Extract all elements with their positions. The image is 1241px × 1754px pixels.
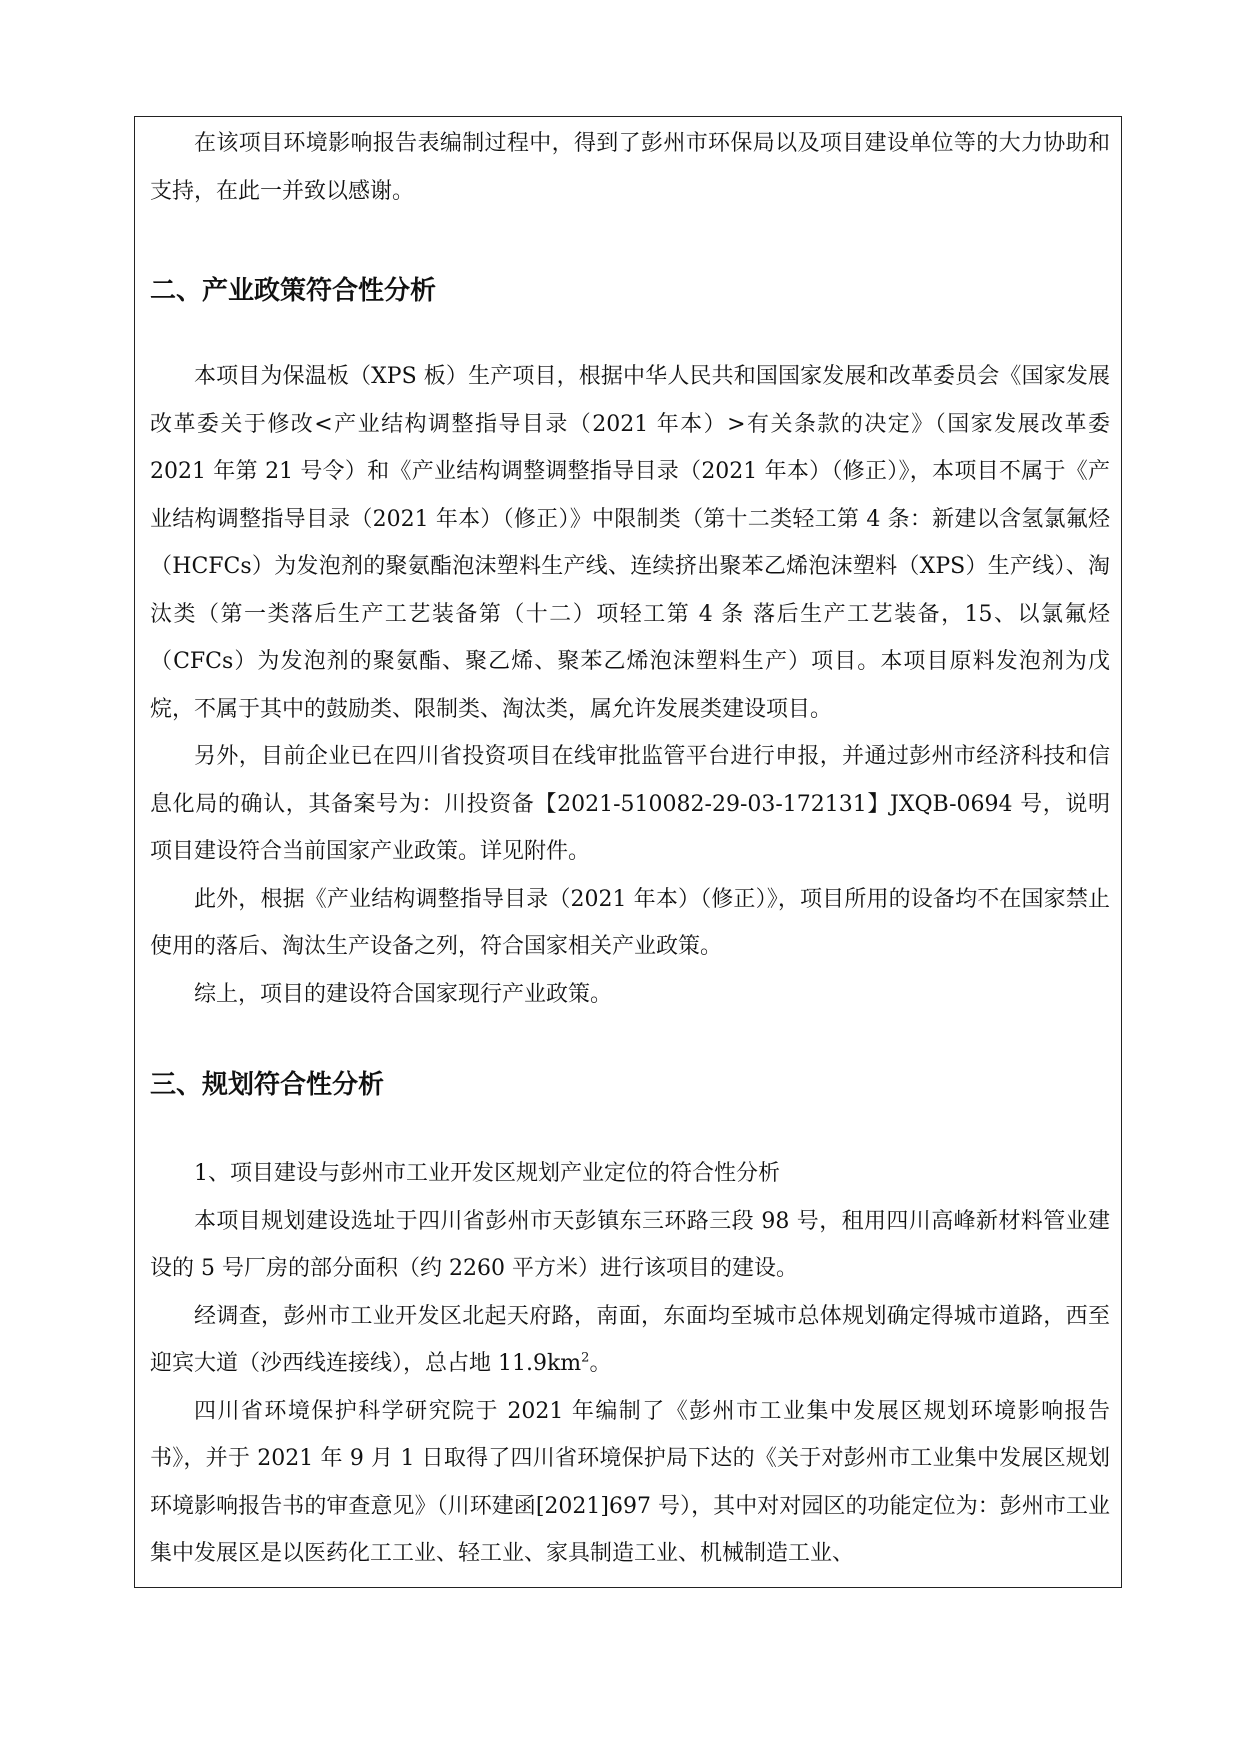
- section-heading-industrial-policy: 二、产业政策符合性分析: [150, 276, 437, 306]
- policy-paragraph-2: 另外，目前企业已在四川省投资项目在线审批监管平台进行申报，并通过彭州市经济科技和信息化局的确认，其备案号为：川投资备【2021-510082-29-03-172131】JXQB-0694 号，说明项目建设符合当前国家产业政策。详见附件。: [150, 744, 1110, 864]
- planning-subheading: 1、项目建设与彭州市工业开发区规划产业定位的符合性分析: [194, 1161, 780, 1186]
- area-superscript: 2: [581, 1350, 590, 1366]
- policy-paragraph-4: 综上，项目的建设符合国家现行产业政策。: [194, 981, 613, 1007]
- planning-paragraph-3: 四川省环境保护科学研究院于 2021 年编制了《彭州市工业集中发展区规划环境影响报告书》，并于 2021 年 9 月 1 日取得了四川省环境保护局下达的《关于对彭州市工业集中发展区规划环境影响报告书的审查意见》（川环建函[2021]697 号），其中对对园区的功能定位为：彭州市工业集中发展区是以医药化工工业、轻工业、家具制造工业、机械制造工业、: [150, 1398, 1110, 1566]
- policy-paragraph-1: 本项目为保温板（XPS 板）生产项目，根据中华人民共和国国家发展和改革委员会《国家发展改革委关于修改<产业结构调整指导目录（2021 年本）>有关条款的决定》（国家发展改革委 2021 年第 21 号令）和《产业结构调整调整指导目录（2021 年本）（修正）》，本项目不属于《产业结构调整指导目录（2021 年本）（修正）》中限制类（第十二类轻工第 4 条：新建以含氢氯氟烃（HCFCs）为发泡剂的聚氨酯泡沫塑料生产线、连续挤出聚苯乙烯泡沫塑料（XPS）生产线）、淘汰类（第一类落后生产工艺装备第（十二）项轻工第 4 条 落后生产工艺装备，15、以氯氟烃（CFCs）为发泡剂的聚氨酯、聚乙烯、聚苯乙烯泡沫塑料生产）项目。本项目原料发泡剂为戊烷，不属于其中的鼓励类、限制类、淘汰类，属允许发展类建设项目。: [150, 364, 1110, 722]
- acknowledgement-paragraph: 在该项目环境影响报告表编制过程中，得到了彭州市环保局以及项目建设单位等的大力协助和支持，在此一并致以感谢。: [150, 131, 1110, 204]
- policy-paragraph-3: 此外，根据《产业结构调整指导目录（2021 年本）（修正）》，项目所用的设备均不在国家禁止使用的落后、淘汰生产设备之列，符合国家相关产业政策。: [150, 886, 1110, 959]
- area-text: 经调查，彭州市工业开发区北起天府路，南面，东面均至城市总体规划确定得城市道路，西至迎宾大道（沙西线连接线），总占地 11.9km: [150, 1303, 1110, 1376]
- area-end: 。: [589, 1351, 612, 1376]
- planning-paragraph-2: [150, 1293, 1110, 1388]
- planning-paragraph-1: 本项目规划建设选址于四川省彭州市天彭镇东三环路三段 98 号，租用四川高峰新材料管业建设的 5 号厂房的部分面积（约 2260 平方米）进行该项目的建设。: [150, 1208, 1110, 1281]
- section-heading-planning: 三、规划符合性分析: [150, 1070, 385, 1100]
- document-body: [150, 120, 1110, 1578]
